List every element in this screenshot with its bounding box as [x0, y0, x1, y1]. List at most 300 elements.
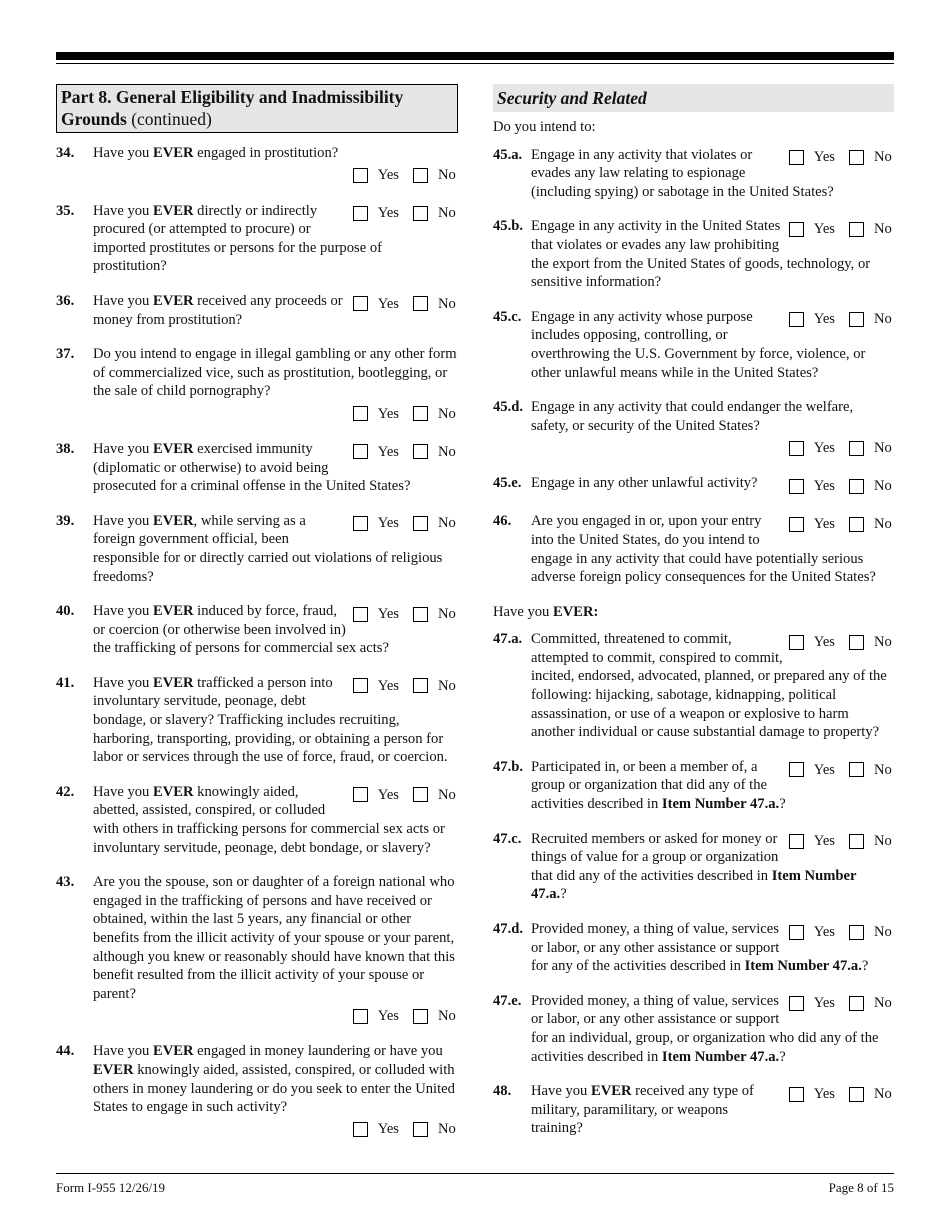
- yes-checkbox[interactable]: [789, 222, 804, 237]
- question-35: [56, 202, 458, 276]
- no-checkbox[interactable]: [849, 1087, 864, 1102]
- question-number: 44.: [56, 1043, 75, 1060]
- no-option[interactable]: [413, 405, 458, 424]
- yes-no-group: [789, 219, 894, 239]
- part-header: [56, 84, 458, 133]
- no-checkbox[interactable]: [849, 925, 864, 940]
- no-checkbox[interactable]: [413, 168, 428, 183]
- yes-label: Yes: [377, 167, 399, 184]
- top-rule-thin: [56, 63, 894, 64]
- no-checkbox[interactable]: [413, 678, 428, 693]
- yes-checkbox[interactable]: [789, 762, 804, 777]
- yes-checkbox[interactable]: [789, 834, 804, 849]
- question-text: [531, 758, 894, 814]
- yes-no-group: [353, 604, 458, 624]
- yes-checkbox[interactable]: [789, 925, 804, 940]
- no-checkbox[interactable]: [413, 516, 428, 531]
- yes-checkbox[interactable]: [353, 607, 368, 622]
- yes-label: Yes: [377, 677, 399, 694]
- yes-checkbox[interactable]: [353, 296, 368, 311]
- no-label: No: [874, 995, 892, 1012]
- question-number: 45.b.: [493, 218, 524, 235]
- yes-option[interactable]: [789, 761, 835, 780]
- no-checkbox[interactable]: [849, 479, 864, 494]
- yes-label: Yes: [813, 633, 835, 650]
- yes-checkbox[interactable]: [353, 787, 368, 802]
- question-text-part: Committed, threatened to commit, attempted to commit, conspired to commit, incited, endorsed, advocated, planned, or prepared any of the following: hijacking, sabotage, kidnapping, political assassination, or use of a weapon or explosive to harm another individual or cause substantial damage to property?: [531, 631, 887, 741]
- yes-option[interactable]: [353, 514, 399, 533]
- yes-no-group: [56, 404, 458, 424]
- question-text: [93, 144, 458, 163]
- question-47-a: [493, 630, 894, 742]
- question-text-bold: Item Number 47.a.: [661, 796, 780, 813]
- question-text-part: Provided money, a thing of value, services or labor, or any other assistance or support for any of the activities described in: [531, 921, 780, 975]
- yes-option[interactable]: [353, 166, 399, 185]
- yes-option[interactable]: [353, 677, 399, 696]
- right-question-list-b: [493, 630, 894, 1138]
- question-text: [93, 674, 458, 767]
- yes-label: Yes: [813, 311, 835, 328]
- no-label: No: [874, 633, 892, 650]
- question-text: [93, 292, 458, 329]
- no-option[interactable]: [849, 515, 894, 534]
- yes-no-group: [56, 1006, 458, 1026]
- question-text-part: Engage in any activity whose purpose includes opposing, controlling, or overthrowing the U.S. Government by force, violence, or other unlawful means while in the United States?: [531, 308, 866, 381]
- question-number: 42.: [56, 783, 75, 800]
- no-checkbox[interactable]: [413, 1009, 428, 1024]
- ever-heading: [493, 603, 894, 622]
- no-checkbox[interactable]: [849, 441, 864, 456]
- question-text: [93, 602, 458, 658]
- yes-label: Yes: [813, 761, 835, 778]
- question-text-part: received any type of military, paramilitary, or weapons training?: [531, 1083, 754, 1137]
- question-text-bold: EVER: [152, 202, 194, 219]
- yes-option[interactable]: [353, 443, 399, 462]
- no-label: No: [438, 1121, 456, 1138]
- yes-label: Yes: [813, 1085, 835, 1102]
- yes-option[interactable]: [353, 204, 399, 223]
- question-number: 45.d.: [493, 399, 524, 416]
- footer-rule: [56, 1173, 894, 1174]
- yes-label: Yes: [813, 149, 835, 166]
- question-text-bold: EVER: [152, 512, 194, 529]
- question-text-bold: EVER: [152, 603, 194, 620]
- yes-option[interactable]: [789, 477, 835, 496]
- question-text-bold: EVER: [152, 145, 194, 161]
- yes-no-group: [353, 785, 458, 805]
- no-label: No: [874, 761, 892, 778]
- question-text-part: Have you: [93, 512, 153, 529]
- question-number: 35.: [56, 202, 75, 219]
- no-checkbox[interactable]: [413, 444, 428, 459]
- yes-checkbox[interactable]: [353, 406, 368, 421]
- question-36: [56, 292, 458, 329]
- question-text-part: engaged in prostitution?: [193, 145, 339, 161]
- ever-heading-prefix: Have you: [493, 603, 553, 620]
- no-checkbox[interactable]: [849, 996, 864, 1011]
- no-option[interactable]: [849, 1085, 894, 1104]
- question-text-part: Recruited members or asked for money or things of value for a group or organization that did any of the activities described in: [531, 830, 779, 884]
- yes-no-group: [56, 166, 458, 186]
- no-checkbox[interactable]: [849, 762, 864, 777]
- question-text: [93, 873, 458, 1003]
- yes-label: Yes: [377, 515, 399, 532]
- question-text-part: received any proceeds or money from prostitution?: [93, 292, 343, 328]
- no-label: No: [874, 440, 892, 457]
- no-option[interactable]: [413, 1007, 458, 1026]
- yes-label: Yes: [377, 205, 399, 222]
- question-text-part: ?: [779, 1048, 786, 1065]
- question-text: [93, 783, 458, 857]
- no-label: No: [874, 516, 892, 533]
- question-45-c: [493, 308, 894, 382]
- yes-no-group: [353, 514, 458, 534]
- yes-checkbox[interactable]: [353, 1122, 368, 1137]
- yes-option[interactable]: [353, 786, 399, 805]
- question-text-bold: EVER: [93, 1061, 134, 1078]
- no-option[interactable]: [413, 295, 458, 314]
- question-text: [531, 830, 894, 904]
- question-39: [56, 512, 458, 586]
- yes-checkbox[interactable]: [353, 1009, 368, 1024]
- question-45-e: [493, 474, 894, 496]
- no-checkbox[interactable]: [849, 635, 864, 650]
- question-text: [93, 202, 458, 276]
- no-label: No: [438, 677, 456, 694]
- no-label: No: [438, 405, 456, 422]
- no-label: No: [438, 1008, 456, 1025]
- question-number: 37.: [56, 346, 75, 363]
- question-text: [531, 992, 894, 1066]
- question-number: 39.: [56, 512, 75, 529]
- no-option[interactable]: [849, 310, 894, 329]
- yes-checkbox[interactable]: [353, 516, 368, 531]
- no-label: No: [438, 515, 456, 532]
- yes-no-group: [353, 442, 458, 462]
- yes-label: Yes: [377, 1008, 399, 1025]
- question-41: [56, 674, 458, 767]
- question-text-part: directly or indirectly procured (or attempted to procure) or imported prostitutes or persons for the purpose of prostitution?: [93, 202, 382, 275]
- yes-checkbox[interactable]: [789, 441, 804, 456]
- question-number: 46.: [493, 513, 512, 530]
- no-option[interactable]: [413, 443, 458, 462]
- yes-option[interactable]: [353, 295, 399, 314]
- question-text: [93, 345, 458, 401]
- yes-no-group: [353, 676, 458, 696]
- question-number: 43.: [56, 874, 75, 891]
- yes-no-group: [789, 994, 894, 1014]
- yes-option[interactable]: [789, 832, 835, 851]
- question-number: 41.: [56, 674, 75, 691]
- question-text: [93, 1042, 458, 1116]
- question-48: [493, 1082, 894, 1138]
- question-text: [531, 920, 894, 976]
- question-number: 47.d.: [493, 921, 524, 937]
- question-text-part: Are you engaged in or, upon your entry into the United States, do you intend to engage in any activity that could have potentially serious adverse foreign policy consequences for the United States?: [531, 513, 876, 586]
- question-number: 47.a.: [493, 631, 523, 648]
- yes-no-group: [789, 922, 894, 942]
- no-checkbox[interactable]: [849, 222, 864, 237]
- no-checkbox[interactable]: [413, 607, 428, 622]
- question-38: [56, 440, 458, 496]
- no-label: No: [874, 149, 892, 166]
- yes-checkbox[interactable]: [789, 150, 804, 165]
- yes-option[interactable]: [353, 1007, 399, 1026]
- question-47-d: [493, 920, 894, 976]
- yes-label: Yes: [813, 923, 835, 940]
- no-label: No: [438, 205, 456, 222]
- yes-label: Yes: [813, 516, 835, 533]
- yes-label: Yes: [813, 833, 835, 850]
- question-text: [531, 630, 894, 742]
- question-47-b: [493, 758, 894, 814]
- question-37: [56, 345, 458, 424]
- yes-label: Yes: [377, 405, 399, 422]
- yes-label: Yes: [813, 478, 835, 495]
- yes-option[interactable]: [789, 220, 835, 239]
- yes-checkbox[interactable]: [353, 206, 368, 221]
- yes-checkbox[interactable]: [789, 312, 804, 327]
- question-number: 36.: [56, 292, 75, 309]
- yes-option[interactable]: [789, 923, 835, 942]
- question-text-part: ?: [560, 886, 567, 903]
- no-label: No: [874, 923, 892, 940]
- question-43: [56, 873, 458, 1026]
- page-number: Page 8 of 15: [828, 1180, 894, 1195]
- yes-label: Yes: [813, 440, 835, 457]
- yes-label: Yes: [377, 443, 399, 460]
- question-number: 48.: [493, 1083, 512, 1100]
- yes-label: Yes: [377, 1121, 399, 1138]
- question-text-bold: Item Number 47.a.: [531, 867, 857, 903]
- no-option[interactable]: [413, 204, 458, 223]
- question-text-part: Have you: [93, 202, 153, 219]
- question-text-part: Have you: [531, 1083, 591, 1100]
- yes-option[interactable]: [789, 148, 835, 167]
- yes-no-group: [789, 1084, 894, 1104]
- yes-checkbox[interactable]: [789, 517, 804, 532]
- question-text: [531, 146, 894, 202]
- no-option[interactable]: [849, 439, 894, 458]
- question-text: [531, 1082, 894, 1138]
- top-rule-thick: [56, 52, 894, 60]
- question-text-bold: EVER: [152, 292, 194, 309]
- question-number: 47.e.: [493, 992, 522, 1009]
- question-text-part: trafficked a person into involuntary servitude, peonage, debt bondage, or slavery? Trafficking includes recruiting, harboring, transporting, providing, or obtaining a person for labor or services through the use of force, fraud, or coercion.: [93, 674, 448, 766]
- question-text-part: Have you: [93, 674, 153, 691]
- yes-checkbox[interactable]: [789, 635, 804, 650]
- question-text-bold: EVER: [152, 783, 194, 800]
- question-text-part: Have you: [93, 292, 153, 309]
- question-text-bold: Item Number 47.a.: [744, 958, 862, 975]
- no-checkbox[interactable]: [849, 150, 864, 165]
- question-text: [93, 440, 458, 496]
- no-option[interactable]: [413, 166, 458, 185]
- section-title: Security and Related: [493, 84, 894, 112]
- question-45-d: [493, 398, 894, 458]
- yes-option[interactable]: [789, 310, 835, 329]
- yes-label: Yes: [377, 605, 399, 622]
- section-intro: Do you intend to:: [493, 119, 596, 135]
- right-question-list-a: [493, 146, 894, 587]
- question-text-part: knowingly aided, abetted, assisted, conspired, or colluded with others in trafficking persons for commercial sex acts or involuntary servitude, peonage, debt bondage, or slavery?: [93, 783, 445, 856]
- yes-no-group: [789, 832, 894, 852]
- yes-no-group: [789, 760, 894, 780]
- no-option[interactable]: [849, 148, 894, 167]
- yes-no-group: [789, 476, 894, 496]
- yes-checkbox[interactable]: [353, 678, 368, 693]
- no-option[interactable]: [413, 1120, 458, 1139]
- question-text-bold: EVER: [152, 440, 194, 457]
- question-text: [531, 512, 894, 586]
- yes-option[interactable]: [789, 994, 835, 1013]
- question-text-part: Engage in any activity that could endanger the welfare, safety, or security of the United States?: [531, 399, 854, 434]
- question-text-part: Engage in any activity that violates or evades any law relating to espionage (including spying) or sabotage in the United States?: [531, 146, 834, 200]
- question-text: [531, 308, 894, 382]
- question-text-part: Have you: [93, 1043, 153, 1060]
- question-number: 38.: [56, 440, 75, 457]
- yes-label: Yes: [377, 295, 399, 312]
- question-text-part: engaged in money laundering or have you: [193, 1043, 443, 1060]
- no-option[interactable]: [849, 633, 894, 652]
- yes-label: Yes: [813, 995, 835, 1012]
- no-checkbox[interactable]: [413, 787, 428, 802]
- no-label: No: [438, 167, 456, 184]
- question-46: [493, 512, 894, 586]
- yes-option[interactable]: [353, 605, 399, 624]
- question-text-bold: Item Number 47.a.: [661, 1048, 780, 1065]
- question-number: 45.e.: [493, 475, 522, 492]
- yes-label: Yes: [377, 786, 399, 803]
- yes-option[interactable]: [789, 633, 835, 652]
- question-text-part: exercised immunity (diplomatic or otherwise) to avoid being prosecuted for a criminal offense in the United States?: [93, 440, 411, 495]
- no-option[interactable]: [849, 994, 894, 1013]
- question-44: [56, 1042, 458, 1139]
- question-text-part: , while serving as a foreign government official, been responsible for or directly carried out violations of religious freedoms?: [93, 512, 443, 585]
- yes-option[interactable]: [789, 439, 835, 458]
- question-text-part: Engage in any other unlawful activity?: [531, 475, 758, 492]
- no-checkbox[interactable]: [849, 834, 864, 849]
- question-text-part: Participated in, or been a member of, a group or organization that did any of the activities described in: [531, 758, 768, 813]
- no-option[interactable]: [413, 514, 458, 533]
- question-45-a: [493, 146, 894, 202]
- no-option[interactable]: [413, 677, 458, 696]
- question-text: [531, 217, 894, 291]
- yes-no-group: [493, 438, 894, 458]
- no-label: No: [438, 443, 456, 460]
- yes-no-group: [789, 514, 894, 534]
- part-title: Part 8. General Eligibility and Inadmissibility Grounds: [61, 87, 404, 129]
- no-label: No: [438, 786, 456, 803]
- no-option[interactable]: [849, 923, 894, 942]
- question-text-part: Do you intend to engage in illegal gambling or any other form of commercialized vice, such as prostitution, bootlegging, or the sale of child pornography?: [93, 346, 457, 400]
- question-text-bold: EVER: [590, 1083, 632, 1100]
- question-text-part: ?: [861, 958, 869, 975]
- part-title-continued: (continued): [131, 109, 212, 129]
- question-text-bold: EVER: [152, 1043, 194, 1060]
- question-42: [56, 783, 458, 857]
- no-option[interactable]: [413, 786, 458, 805]
- yes-option[interactable]: [789, 1085, 835, 1104]
- left-column: [56, 84, 458, 1156]
- question-text: [531, 474, 894, 496]
- question-text: [93, 512, 458, 586]
- question-text-part: Engage in any activity in the United States that violates or evades any law prohibiting the export from the United States of goods, technology, or sensitive information?: [531, 218, 871, 291]
- yes-no-group: [789, 148, 894, 168]
- form-id: Form I-955 12/26/19: [56, 1180, 166, 1195]
- question-text: [531, 398, 894, 435]
- question-text-part: knowingly aided, assisted, conspired, or colluded with others in money laundering or do you seek to enter the United States to engage in such activity?: [93, 1061, 455, 1116]
- no-checkbox[interactable]: [413, 1122, 428, 1137]
- yes-no-group: [56, 1120, 458, 1140]
- question-40: [56, 602, 458, 658]
- yes-no-group: [353, 294, 458, 314]
- right-column: [493, 84, 894, 1154]
- no-label: No: [874, 311, 892, 328]
- question-number: 47.c.: [493, 830, 522, 847]
- question-text-part: Are you the spouse, son or daughter of a foreign national who engaged in the trafficking of persons and have received or obtained, within the last 5 years, any financial or other benefits from the illicit activity of your spouse or your parent, although you knew or reasonably should have known that this benefit resulted from the illicit activity of your spouse or parent?: [93, 874, 455, 1002]
- yes-checkbox[interactable]: [353, 444, 368, 459]
- question-text-part: induced by force, fraud, or coercion (or otherwise been involved in) the trafficking of persons for commercial sex acts?: [93, 603, 389, 657]
- yes-no-group: [789, 310, 894, 330]
- yes-checkbox[interactable]: [789, 479, 804, 494]
- yes-checkbox[interactable]: [353, 168, 368, 183]
- yes-checkbox[interactable]: [789, 1087, 804, 1102]
- no-checkbox[interactable]: [413, 296, 428, 311]
- question-text-part: Have you: [93, 440, 153, 457]
- no-option[interactable]: [849, 761, 894, 780]
- question-text-part: ?: [779, 796, 786, 813]
- question-47-e: [493, 992, 894, 1066]
- yes-option[interactable]: [353, 405, 399, 424]
- no-option[interactable]: [849, 832, 894, 851]
- yes-option[interactable]: [789, 515, 835, 534]
- yes-checkbox[interactable]: [789, 996, 804, 1011]
- yes-option[interactable]: [353, 1120, 399, 1139]
- no-checkbox[interactable]: [849, 312, 864, 327]
- question-number: 34.: [56, 145, 75, 161]
- question-text-part: Have you: [93, 145, 153, 161]
- question-text-part: Have you: [93, 783, 153, 800]
- yes-no-group: [353, 204, 458, 224]
- question-45-b: [493, 217, 894, 291]
- question-number: 45.c.: [493, 308, 522, 325]
- question-34: [56, 144, 458, 186]
- no-label: No: [438, 605, 456, 622]
- left-question-list: [56, 144, 458, 1140]
- no-checkbox[interactable]: [849, 517, 864, 532]
- no-option[interactable]: [413, 605, 458, 624]
- no-label: No: [874, 833, 892, 850]
- no-checkbox[interactable]: [413, 406, 428, 421]
- yes-no-group: [789, 632, 894, 652]
- yes-label: Yes: [813, 221, 835, 238]
- no-label: No: [874, 478, 892, 495]
- no-label: No: [874, 1085, 892, 1102]
- question-number: 40.: [56, 603, 75, 620]
- question-number: 47.b.: [493, 758, 524, 775]
- question-47-c: [493, 830, 894, 904]
- no-label: No: [438, 295, 456, 312]
- question-text-bold: EVER: [152, 674, 194, 691]
- no-option[interactable]: [849, 220, 894, 239]
- no-checkbox[interactable]: [413, 206, 428, 221]
- question-text-part: Have you: [93, 603, 153, 620]
- ever-heading-bold: EVER:: [552, 603, 599, 620]
- question-number: 45.a.: [493, 146, 523, 163]
- no-label: No: [874, 221, 892, 238]
- no-option[interactable]: [849, 477, 894, 496]
